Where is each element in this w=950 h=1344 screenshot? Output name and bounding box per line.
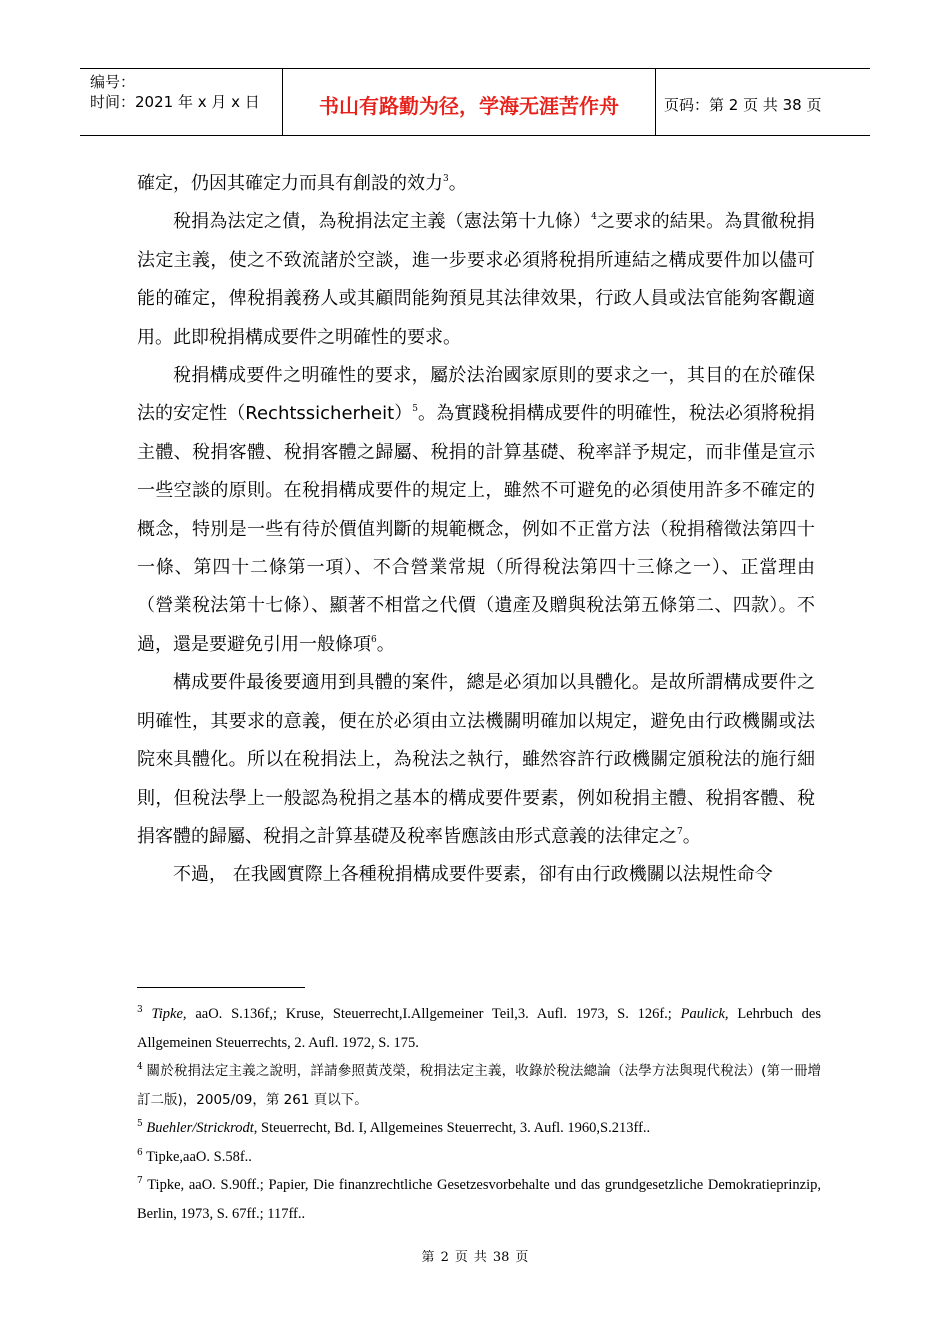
paragraph-3: 稅捐構成要件之明確性的要求，屬於法治國家原則的要求之一，其目的在於確保法的安定性（Rechtssicherheit）$^5$。為實踐稅捐構成要件的明確性，稅法必須將稅捐主體、稅捐客體、稅捐客體之歸屬、稅捐的計算基礎、稅率詳予規定，而非僅是宣示一些空談的原則。在稅捐構成要件的規定上，雖然不可避免的必須使用許多不確定的概念，特別是一些有待於價值判斷的規範概念，例如不正當方法（稅捐稽徵法第四十一條、第四十二條第一項）、不合營業常規（所得稅法第四十三條之一）、正當理由（營業稅法第十七條）、顯著不相當之代價（遺產及贈與稅法第五條第二、四款）。不過，還是要避免引用一般條項$^6$。 <box>137 365 815 655</box>
header-page-label: 页码：第 2 页 共 38 页 <box>664 95 822 114</box>
time-label: 时间：2021 年 x 月 x 日 <box>90 93 260 111</box>
footnote-5: $^5$ Buehler/Strickrodt, Steuerrecht, Bd. I, Allgemeines Steuerrecht, 3. Aufl. 1960,S.213ff.. <box>137 1119 651 1136</box>
total-pages: 38 <box>492 1250 510 1265</box>
footnotes <box>137 1000 821 1228</box>
page-footer: 第 2 页 共 38 页 <box>421 1250 529 1265</box>
paragraph-5: 不過， 在我國實際上各種稅捐構成要件要素，卻有由行政機關以法規性命令 <box>173 864 773 886</box>
footnote-ref[interactable]: 7 <box>677 826 683 837</box>
footnote-ref[interactable]: 5 <box>412 404 418 415</box>
footnote-4: $^4$ 關於稅捐法定主義之說明，詳請參照黃茂榮，稅捐法定主義，收錄於稅法總論（法學方法與現代稅法）(第一冊增訂二版)，2005/09，第 261 頁以下。 <box>137 1062 822 1108</box>
footnote-6: $^6$ Tipke,aaO. S.58f.. <box>137 1147 252 1165</box>
paragraph-4: 構成要件最後要適用到具體的案件，總是必須加以具體化。是故所謂構成要件之明確性，其要求的意義，便在於必須由立法機關明確加以規定，避免由行政機關或法院來具體化。所以在稅捐法上，為稅法之執行，雖然容許行政機關定頒稅法的施行細則，但稅法學上一般認為稅捐之基本的構成要件要素，例如稅捐主體、稅捐客體、稅捐客體的歸屬、稅捐之計算基礎及稅率皆應該由形式意義的法律定之$^7$。 <box>137 672 815 847</box>
header-meta <box>80 69 283 135</box>
footnote-divider <box>137 987 305 988</box>
current-page: 2 <box>440 1250 449 1265</box>
footnote-ref[interactable]: 6 <box>371 634 377 645</box>
footnote-7: $^7$ Tipke, aaO. S.90ff.; Papier, Die finanzrechtliche Gesetzesvorbehalte und das grundgesetzliche Demokratieprinzip, Berlin, 1973, S. 67ff.; 117ff.. <box>137 1176 821 1222</box>
footnote-ref[interactable]: 4 <box>591 212 597 223</box>
header-motto: 书山有路勤为径，学海无涯苦作舟 <box>283 69 656 135</box>
paragraph-2: 稅捐為法定之債，為稅捐法定主義（憲法第十九條）$^4$之要求的結果。為貫徹稅捐法定主義，使之不致流諸於空談，進一步要求必須將稅捐所連結之構成要件加以儘可能的確定，俾稅捐義務人或其顧問能夠預見其法律效果，行政人員或法官能夠客觀適用。此即稅捐構成要件之明確性的要求。 <box>137 211 816 348</box>
footnote-ref[interactable]: 3 <box>443 174 449 184</box>
number-label: 编号： <box>90 73 136 91</box>
footnote-3: $^3$ Tipke, aaO. S.136f,; Kruse, Steuerrecht,I.Allgemeiner Teil,3. Aufl. 1973, S. 126f.; Paulick, Lehrbuch des Allgemeinen Steuerrechts, 2. Aufl. 1972, S. 175. <box>137 1005 821 1051</box>
paragraph-1: 確定，仍因其確定力而具有創設的效力$^3$。 <box>137 173 467 194</box>
main-text <box>137 165 815 895</box>
page-header <box>80 68 870 136</box>
